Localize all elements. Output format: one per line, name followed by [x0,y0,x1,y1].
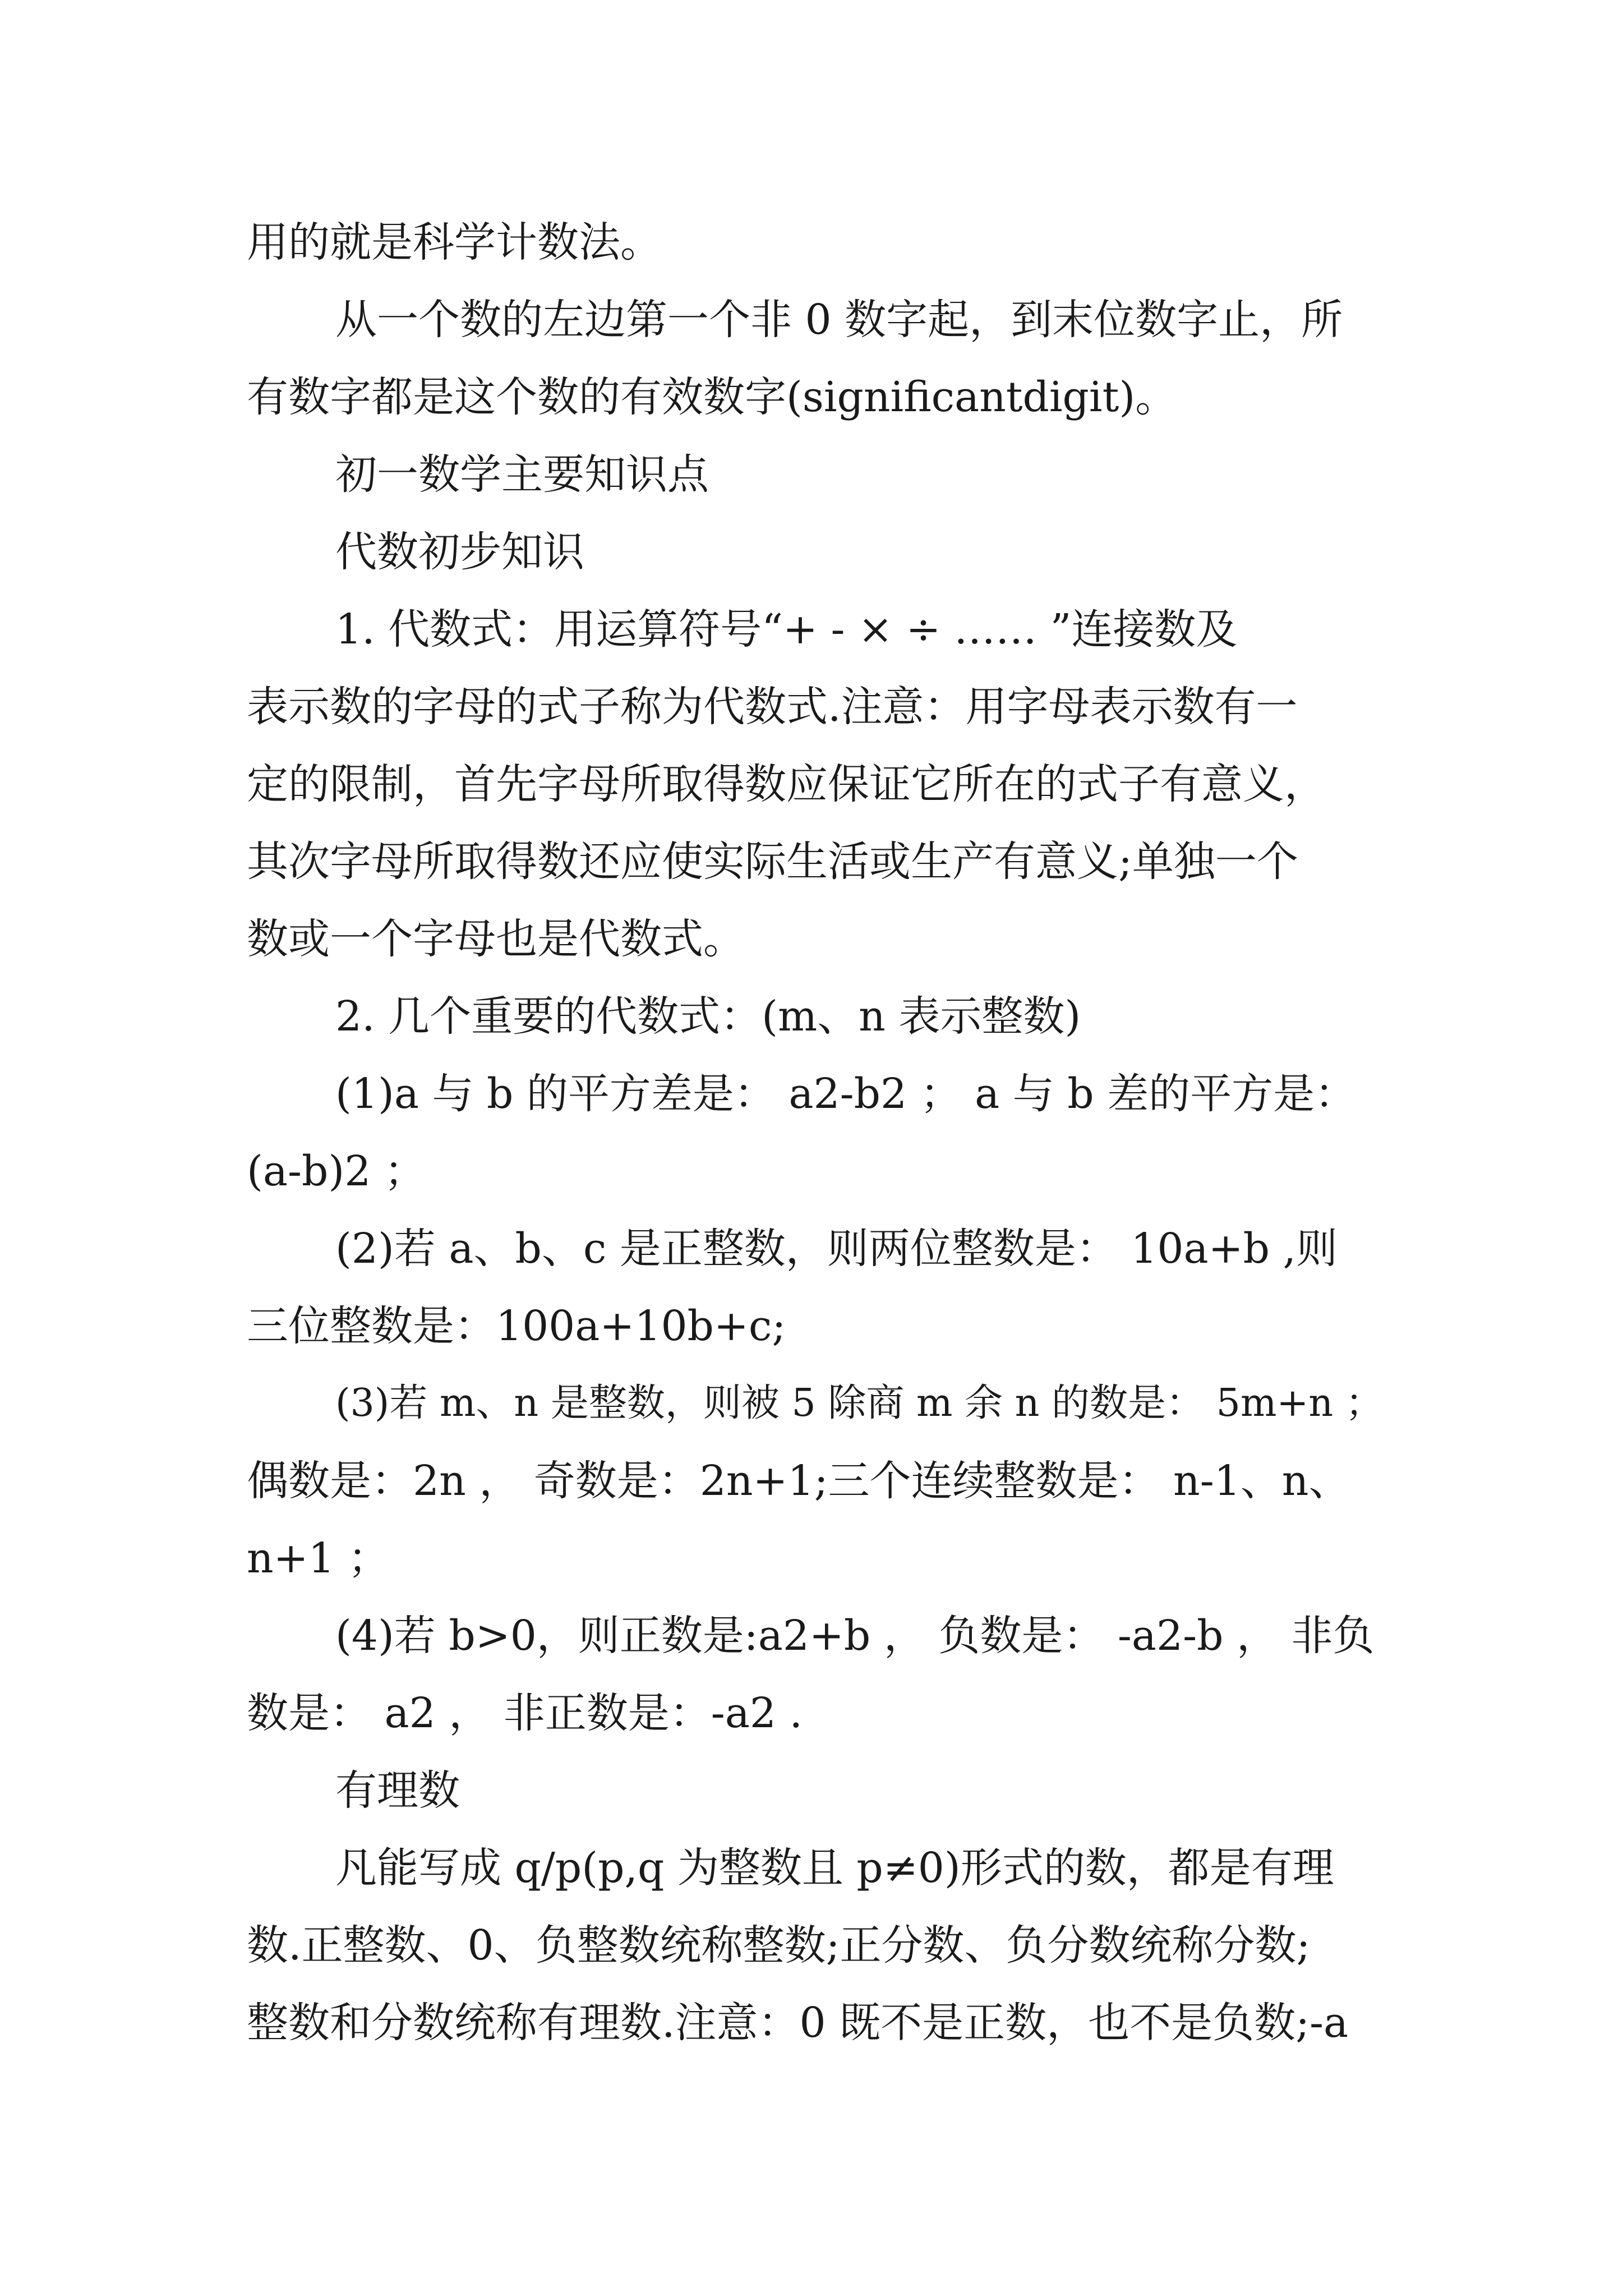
text-line: 有数字都是这个数的有效数字(significantdigit)。 [247,373,1177,421]
section-heading: 初一数学主要知识点 [335,450,709,499]
text-line: 1. 代数式：用运算符号“+ - × ÷ …… ”连接数及 [335,605,1238,654]
text-line: 从一个数的左边第一个非 0 数字起，到末位数字止，所 [335,296,1343,344]
section-heading: 有理数 [335,1766,460,1815]
text-line: 凡能写成 q/p(p,q 为整数且 p≠0)形式的数，都是有理 [335,1844,1334,1892]
text-line: 数是： a2 ， 非正数是：-a2 . [247,1689,803,1737]
text-line: 数.正整数、0、负整数统称整数;正分数、负分数统称分数; [247,1921,1311,1970]
text-line: (1)a 与 b 的平方差是： a2-b2 ； a 与 b 差的平方是： [335,1070,1357,1118]
text-line: n+1 ； [247,1534,390,1582]
text-line: 偶数是：2n ， 奇数是：2n+1;三个连续整数是： n-1、n、 [247,1457,1350,1505]
text-line: 整数和分数统称有理数.注意：0 既不是正数，也不是负数;-a [247,1999,1349,2047]
text-line: 2. 几个重要的代数式：(m、n 表示整数) [335,992,1081,1041]
text-line: (4)若 b>0，则正数是:a2+b ， 负数是： -a2-b ， 非负 [335,1612,1375,1660]
text-line: (3)若 m、n 是整数，则被 5 除商 m 余 n 的数是： 5m+n ； [335,1381,1384,1425]
text-line: 表示数的字母的式子称为代数式.注意：用字母表示数有一 [247,683,1298,731]
text-line: 用的就是科学计数法。 [247,218,662,266]
section-heading: 代数初步知识 [335,528,584,576]
text-line: 数或一个字母也是代数式。 [247,915,745,963]
text-line: 定的限制，首先字母所取得数应保证它所在的式子有意义， [247,760,1326,808]
text-line: 三位整数是：100a+10b+c; [247,1302,786,1350]
text-line: 其次字母所取得数还应使实际生活或生产有意义;单独一个 [247,838,1298,886]
text-line: (2)若 a、b、c 是正整数，则两位整数是： 10a+b ,则 [335,1225,1338,1273]
text-line: (a-b)2 ； [247,1147,426,1195]
